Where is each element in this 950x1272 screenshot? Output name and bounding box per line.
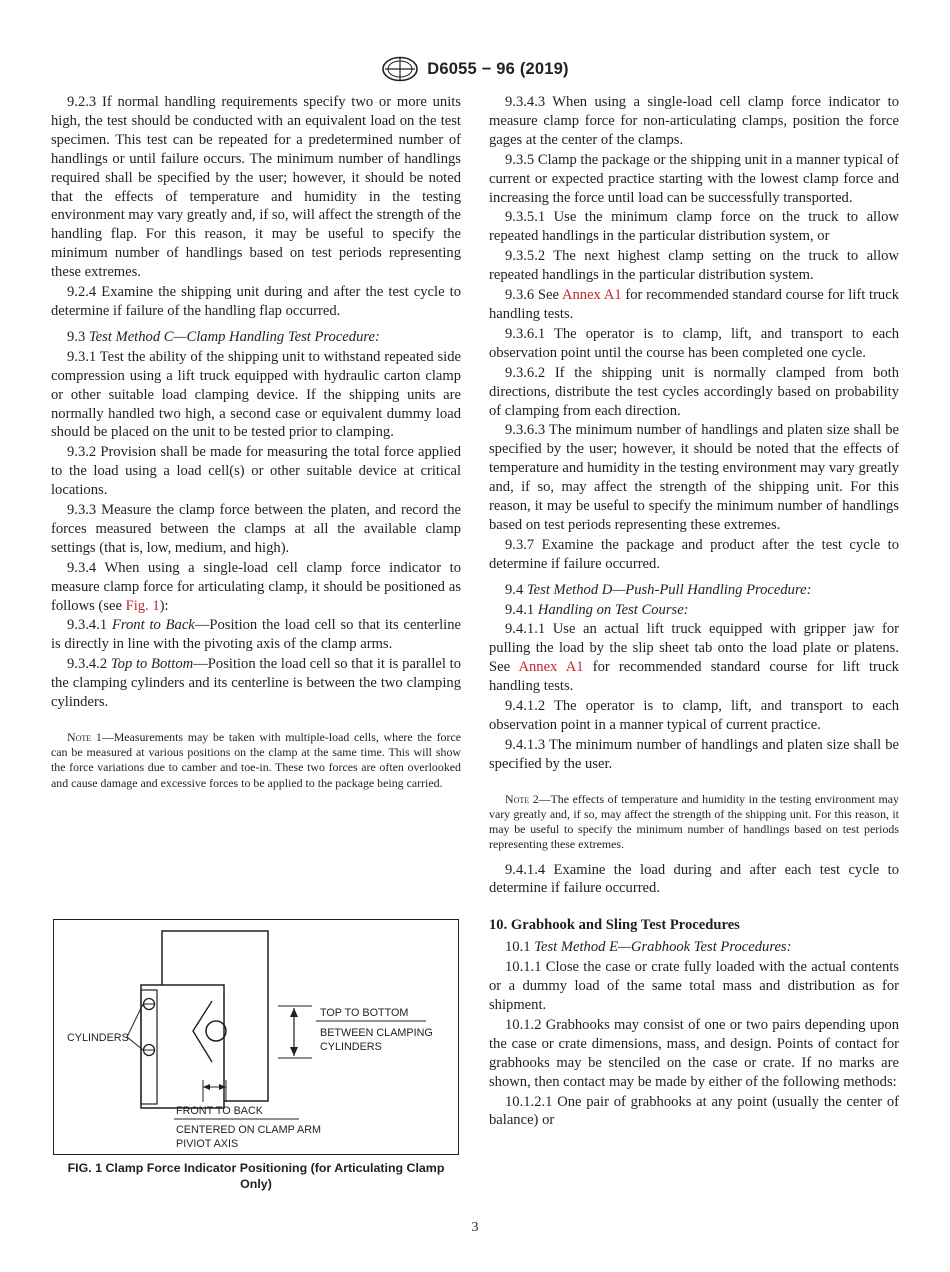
paragraph-10-1-2-1: 10.1.2.1 One pair of grabhooks at any point (usually the center of balance) or bbox=[489, 1093, 899, 1129]
paragraph-9-3-4-2: 9.3.4.2 Top to Bottom—Position the load cell so that it is parallel to the clamping cylinders and its centerline is between the two clamping cylinders. bbox=[51, 656, 461, 711]
label-front-to-back: FRONT TO BACK bbox=[176, 1105, 263, 1117]
figure-1 bbox=[53, 919, 459, 1155]
paragraph-9-2-3: 9.2.3 If normal handling requirements specify two or more units high, the test should be conducted with an equivalent load on the test specimen. This test can be repeated for a predetermined number of handlings or until failure occurs. The minimum number of handlings required shall be specified by the user; however, it should be noted that the effects of temperature and humidity in the testing environment may vary greatly and, if so, will affect the strength of the handling flap. For this reason, it may be useful to specify the minimum number of handlings based on test periods representing these extremes. bbox=[51, 94, 461, 281]
note-2: Note 2—The effects of temperature and humidity in the testing environment may vary greatly and, if so, may affect the strength of the shipping unit. For this reason, it may be useful to specify the minimum number of handlings based on test periods representing these extremes. bbox=[489, 791, 899, 852]
label-top-to-bottom: TOP TO BOTTOM bbox=[320, 1007, 409, 1019]
paragraph-10-1-1: 10.1.1 Close the case or crate fully loaded with the actual contents or a dummy load of the same total mass and distribution as for shipment. bbox=[489, 959, 899, 1013]
paragraph-9-3-7: 9.3.7 Examine the package and product after the test cycle to determine if failure occurred. bbox=[489, 536, 899, 572]
paragraph-9-3-4-1: 9.3.4.1 Front to Back—Position the load cell so that its centerline is directly in line with the pivoting axis of the clamp arms. bbox=[51, 617, 462, 653]
page-number: 3 bbox=[471, 1220, 479, 1235]
fig-1-link[interactable]: Fig. 1 bbox=[125, 597, 160, 614]
label-between-cylinders: CYLINDERS bbox=[320, 1041, 382, 1053]
paragraph-9-4-1-2: 9.4.1.2 The operator is to clamp, lift, and transport to each observation point in a manner typical of current practice. bbox=[489, 698, 899, 733]
paragraph-9-3-5: 9.3.5 Clamp the package or the shipping unit in a manner typical of current or expected practice starting with the lowest clamp force and increasing the force until load can be successfully transported. bbox=[489, 151, 899, 206]
paragraph-9-3-3: 9.3.3 Measure the clamp force between the platen, and record the forces measured between the clamps at all the available clamp settings (that is, low, medium, and high). bbox=[51, 502, 461, 556]
annex-a1-link[interactable]: Annex A1 bbox=[561, 287, 622, 304]
figure-1-caption: FIG. 1 Clamp Force Indicator Positioning (for Articulating Clamp Only) bbox=[67, 1161, 445, 1191]
paragraph-9-3-1: 9.3.1 Test the ability of the shipping unit to withstand repeated side compression using a lift truck equipped with hydraulic carton clamp or other suitable load clamping device. If the shipping units are normally handled two high, a second case or equivalent dummy load should be placed on the unit to be tested prior to clamping. bbox=[51, 348, 461, 441]
section-10-heading: 10. Grabhook and Sling Test Procedures bbox=[489, 917, 740, 934]
paragraph-9-3-5-1: 9.3.5.1 Use the minimum clamp force on the truck to allow repeated handlings in the particular distribution system, or bbox=[489, 209, 899, 245]
paragraph-9-4-1: 9.4.1 Handling on Test Course: bbox=[505, 601, 689, 618]
paragraph-9-3-4: 9.3.4 When using a single-load cell clamp force indicator to measure clamp force for articulating clamp, it should be positioned as follows (see Fig. 1): bbox=[51, 559, 461, 614]
annex-a1-link-2[interactable]: Annex A1 bbox=[518, 659, 584, 676]
right-column bbox=[489, 93, 899, 1131]
paragraph-9-3: 9.3 Test Method C—Clamp Handling Test Procedure: bbox=[67, 328, 380, 345]
label-pivot-axis: PIVIOT AXIS bbox=[176, 1138, 239, 1150]
astm-logo-icon bbox=[381, 56, 419, 82]
paragraph-9-4-1-1: 9.4.1.1 Use an actual lift truck equipped with gripper jaw for pulling the load by the slip sheet tab onto the load plate or platens. See Annex A1 for recommended standard course for lift truck handling tests. bbox=[489, 621, 899, 695]
label-cylinders: CYLINDERS bbox=[67, 1032, 129, 1044]
left-column bbox=[51, 93, 461, 799]
page-header bbox=[0, 56, 950, 82]
paragraph-9-3-6-3: 9.3.6.3 The minimum number of handlings and platen size shall be specified by the user; however, it should be noted that the effects of temperature and humidity in the testing environment may vary greatly and, if so, may affect the strength of the shipping unit. For this reason, it may be useful to specify the minimum number of handlings based on test periods representing these extremes. bbox=[489, 422, 899, 533]
paragraph-9-3-2: 9.3.2 Provision shall be made for measuring the total force applied to the load using a load cell(s) or other suitable device at critical locations. bbox=[51, 444, 461, 499]
paragraph-9-3-6-1: 9.3.6.1 The operator is to clamp, lift, and transport to each observation point until the course has been completed one cycle. bbox=[489, 325, 899, 361]
paragraph-9-4: 9.4 Test Method D—Push-Pull Handling Procedure: bbox=[505, 581, 812, 598]
paragraph-9-4-1-3: 9.4.1.3 The minimum number of handlings and platen size shall be specified by the user. bbox=[489, 736, 899, 772]
paragraph-9-3-4-3: 9.3.4.3 When using a single-load cell clamp force indicator to measure clamp force for non-articulating clamps, position the force gages at the center of the clamps. bbox=[489, 94, 899, 148]
paragraph-9-3-5-2: 9.3.5.2 The next highest clamp setting on the truck to allow repeated handlings in the particular distribution system. bbox=[489, 248, 899, 284]
clamp-diagram bbox=[54, 920, 460, 1156]
paragraph-9-3-6: 9.3.6 See Annex A1 for recommended standard course for lift truck handling tests. bbox=[489, 287, 900, 322]
document-id: D6055 − 96 (2019) bbox=[427, 59, 569, 78]
label-centered-on-clamp-arm: CENTERED ON CLAMP ARM bbox=[176, 1124, 321, 1136]
paragraph-9-4-1-4: 9.4.1.4 Examine the load during and after each test cycle to determine if failure occurred. bbox=[489, 861, 899, 897]
paragraph-9-2-4: 9.2.4 Examine the shipping unit during and after the test cycle to determine if failure of the handling flap occurred. bbox=[51, 284, 461, 319]
paragraph-9-3-6-2: 9.3.6.2 If the shipping unit is normally clamped from both directions, distribute the test cycles accordingly based on probability of clamping from each direction. bbox=[489, 364, 899, 419]
note-1: Note 1—Measurements may be taken with multiple-load cells, where the force can be measured at various positions on the clamp at the same time. This will show the force variations due to camber and toe-in. These two forces are often overlooked and cause damage and excessive forces to be applied to the package being carried. bbox=[51, 730, 461, 790]
label-between-clamping: BETWEEN CLAMPING bbox=[320, 1027, 433, 1039]
paragraph-10-1: 10.1 Test Method E—Grabhook Test Procedures: bbox=[505, 939, 792, 956]
paragraph-10-1-2: 10.1.2 Grabhooks may consist of one or two pairs depending upon the case or crate dimensions, mass, and design. Points of contact for grabhooks may be stenciled on the case or crate. If no marks are shown, then contact may be made by either of the following methods: bbox=[489, 1016, 899, 1090]
